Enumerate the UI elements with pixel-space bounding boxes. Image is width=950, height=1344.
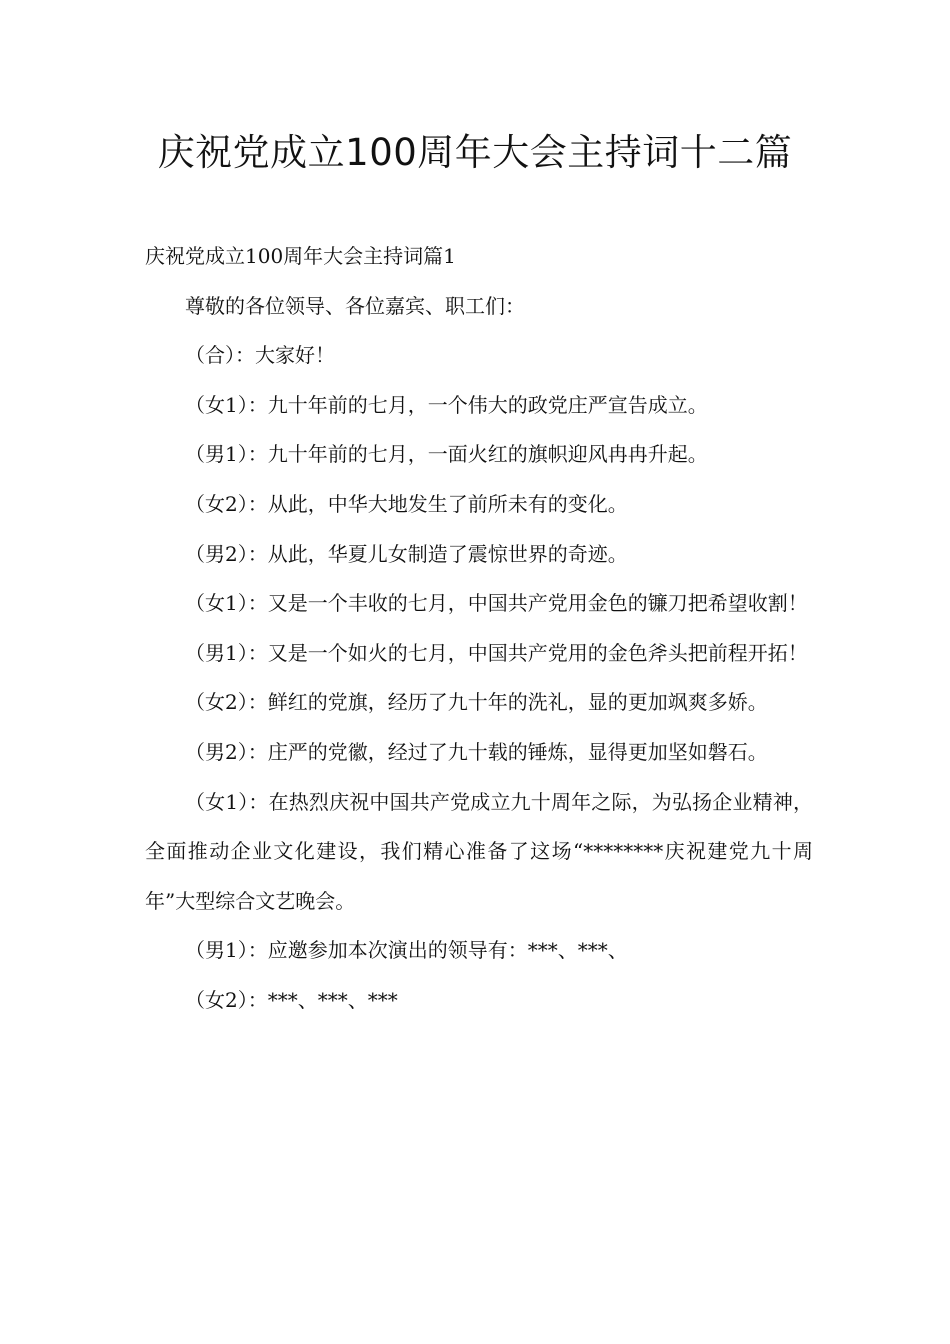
paragraph: （女1）：在热烈庆祝中国共产党成立九十周年之际，为弘扬企业精神，全面推动企业文化建设，我们精心准备了这场“********庆祝建党九十周年”大型综合文艺晚会。 (145, 789, 813, 913)
paragraph: （女2）：***、***、*** (185, 987, 398, 1012)
document-title: 庆祝党成立100周年大会主持词十二篇 (157, 131, 793, 174)
paragraph: （男2）：从此，华夏儿女制造了震惊世界的奇迹。 (185, 541, 628, 566)
paragraph: （女1）：又是一个丰收的七月，中国共产党用金色的镰刀把希望收割！ (185, 591, 808, 616)
paragraph: （男2）：庄严的党徽，经过了九十载的锤炼，显得更加坚如磐石。 (185, 739, 768, 764)
section-heading: 庆祝党成立100周年大会主持词篇1 (145, 244, 456, 268)
paragraph: （男1）：九十年前的七月，一面火红的旗帜迎风冉冉升起。 (185, 442, 708, 467)
paragraph: （男1）：应邀参加本次演出的领导有：***、***、 (185, 938, 628, 963)
document-body (145, 232, 813, 1026)
paragraph: （男1）：又是一个如火的七月，中国共产党用的金色斧头把前程开拓！ (185, 640, 808, 665)
paragraph: （女1）：九十年前的七月，一个伟大的政党庄严宣告成立。 (185, 392, 708, 417)
paragraph: （女2）：从此，中华大地发生了前所未有的变化。 (185, 491, 628, 516)
paragraph: （合）：大家好！ (185, 343, 335, 368)
paragraph: （女2）：鲜红的党旗，经历了九十年的洗礼，显的更加飒爽多娇。 (185, 690, 768, 715)
paragraph-greeting: 尊敬的各位领导、各位嘉宾、职工们： (185, 293, 525, 318)
